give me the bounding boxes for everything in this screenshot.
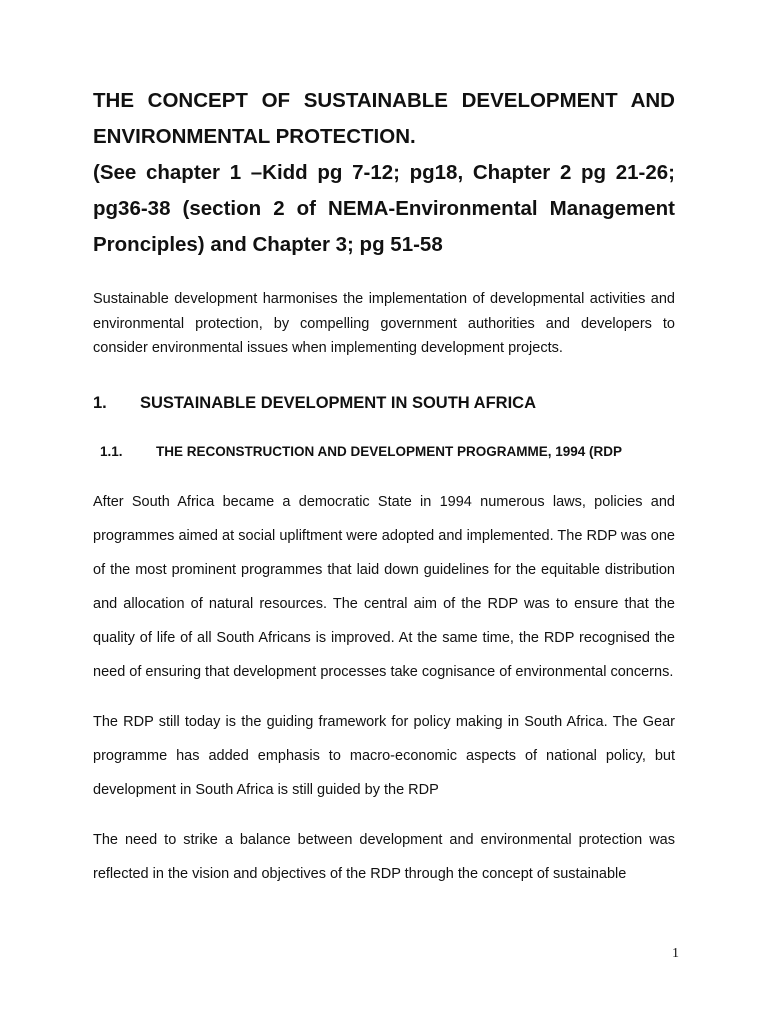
body-paragraph: The RDP still today is the guiding framework for policy making in South Africa. The Gear programme has added emphasis to macro-economic aspects of national policy, but development in South Africa is still guided by the RDP [93,713,675,798]
subsection-title: THE RECONSTRUCTION AND DEVELOPMENT PROGRAMME, 1994 (RDP [156,443,623,459]
intro-paragraph: Sustainable development harmonises the implementation of developmental activities and environmental protection, by compelling government authorities and developers to consider environmental issues when implementing development projects. [93,291,675,356]
body-paragraph: After South Africa became a democratic State in 1994 numerous laws, policies and programmes aimed at social upliftment were adopted and implemented. The RDP was one of the most prominent programmes that laid down guidelines for the equitable distribution and allocation of natural resources. The central aim of the RDP was to ensure that the quality of life of all South Africans is improved. At the same time, the RDP recognised the need of ensuring that development processes take cognisance of environmental concerns. [93,493,675,680]
subsection-number: 1.1. [100,443,123,459]
subsection-heading-1-1 [100,435,675,469]
section-title: SUSTAINABLE DEVELOPMENT IN SOUTH AFRICA [140,393,537,412]
page-number: 1 [672,946,679,961]
section-number: 1. [93,393,107,412]
document-title [93,83,675,263]
title-main: THE CONCEPT OF SUSTAINABLE DEVELOPMENT AND ENVIRONMENTAL PROTECTION. [93,89,675,148]
section-heading-1 [93,391,675,415]
body-paragraph: The need to strike a balance between development and environmental protection was reflected in the vision and objectives of the RDP through the concept of sustainable [93,831,675,882]
document-body [93,83,675,891]
title-references: (See chapter 1 –Kidd pg 7-12; pg18, Chapter 2 pg 21-26; pg36-38 (section 2 of NEMA-Environmental Management Pronciples) and Chapter 3; pg 51-58 [93,161,675,256]
